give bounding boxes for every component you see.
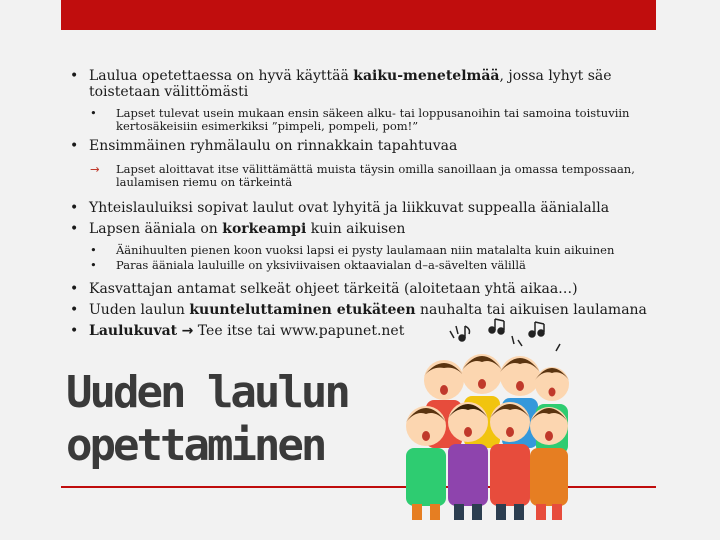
arrow-icon: → bbox=[181, 323, 194, 339]
bullet-item: • Laulua opetettaessa on hyvä käyttää kaiku-menetelmää, jossa lyhyt säe toistetaan välittömästi bbox=[70, 68, 612, 100]
bullet-item: • Kasvattajan antamat selkeät ohjeet tärkeitä (aloitetaan yhtä aikaa…) bbox=[70, 281, 578, 297]
child-figure bbox=[406, 406, 446, 520]
top-accent-bar bbox=[61, 0, 656, 30]
child-figure bbox=[530, 407, 568, 520]
sub-bullet-item: • Lapset tulevat usein mukaan ensin säkeen alku- tai loppusanoihin tai samoina toistuviin kertosäkeisiin esimerkiksi ”pimpeli, pompeli, pom!” bbox=[90, 106, 630, 133]
sub-bullet-item: • Äänihuulten pienen koon vuoksi lapsi ei pysty laulamaan niin matalalta kuin aikuinen bbox=[90, 243, 615, 257]
sub-bullet-item: → Lapset aloittavat itse välittämättä muista täysin omilla sanoillaan ja omassa tempossaan, laulamisen riemu on tärkeintä bbox=[90, 162, 635, 189]
music-note-icon bbox=[459, 319, 544, 341]
bullet-item: • Yhteislauluiksi sopivat laulut ovat lyhyitä ja liikkuvat suppealla äänialalla bbox=[70, 200, 610, 216]
arrow-icon: → bbox=[90, 162, 100, 176]
bullet-item: • Lapsen ääniala on korkeampi kuin aikuisen bbox=[70, 221, 406, 237]
slide-title: Uuden laulun opettaminen bbox=[66, 367, 348, 471]
bullet-item: • Laulukuvat → Tee itse tai www.papunet.net bbox=[70, 323, 405, 339]
child-figure bbox=[448, 402, 488, 520]
singing-children-illustration bbox=[400, 318, 570, 528]
bullet-item: • Ensimmäinen ryhmälaulu on rinnakkain tapahtuvaa bbox=[70, 138, 458, 154]
child-figure bbox=[490, 402, 530, 520]
sub-bullet-item: • Paras ääniala lauluille on yksiviivaisen oktaavialan d–a-sävelten välillä bbox=[90, 258, 526, 272]
bullet-list bbox=[70, 68, 660, 339]
bullet-item: • Uuden laulun kuunteluttaminen etukäteen nauhalta tai aikuisen laulamana bbox=[70, 302, 647, 318]
